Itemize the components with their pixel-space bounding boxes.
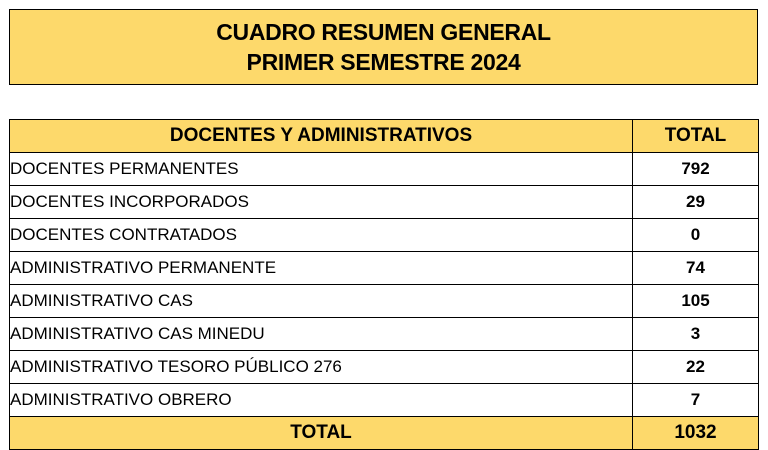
row-value: 29	[633, 186, 759, 219]
column-header-total: TOTAL	[633, 120, 759, 153]
table-row	[10, 219, 759, 252]
summary-table	[9, 119, 759, 450]
table-header-row	[10, 120, 759, 153]
row-value: 7	[633, 384, 759, 417]
row-value: 3	[633, 318, 759, 351]
title-line-1: CUADRO RESUMEN GENERAL	[216, 19, 551, 45]
table-row	[10, 285, 759, 318]
row-label: ADMINISTRATIVO OBRERO	[10, 384, 633, 417]
table-row	[10, 384, 759, 417]
table-row	[10, 318, 759, 351]
row-label: DOCENTES PERMANENTES	[10, 153, 633, 186]
row-label: DOCENTES INCORPORADOS	[10, 186, 633, 219]
total-value: 1032	[633, 417, 759, 450]
row-value: 74	[633, 252, 759, 285]
row-value: 0	[633, 219, 759, 252]
row-label: ADMINISTRATIVO CAS MINEDU	[10, 318, 633, 351]
table-row	[10, 153, 759, 186]
row-value: 105	[633, 285, 759, 318]
row-value: 792	[633, 153, 759, 186]
row-label: ADMINISTRATIVO CAS	[10, 285, 633, 318]
total-row	[10, 417, 759, 450]
row-value: 22	[633, 351, 759, 384]
title-banner	[9, 9, 758, 85]
table-row	[10, 351, 759, 384]
title-line-2: PRIMER SEMESTRE 2024	[246, 49, 521, 75]
row-label: ADMINISTRATIVO PERMANENTE	[10, 252, 633, 285]
table-row	[10, 252, 759, 285]
total-label: TOTAL	[10, 417, 633, 450]
row-label: ADMINISTRATIVO TESORO PÚBLICO 276	[10, 351, 633, 384]
table-row	[10, 186, 759, 219]
row-label: DOCENTES CONTRATADOS	[10, 219, 633, 252]
column-header-category: DOCENTES Y ADMINISTRATIVOS	[10, 120, 633, 153]
